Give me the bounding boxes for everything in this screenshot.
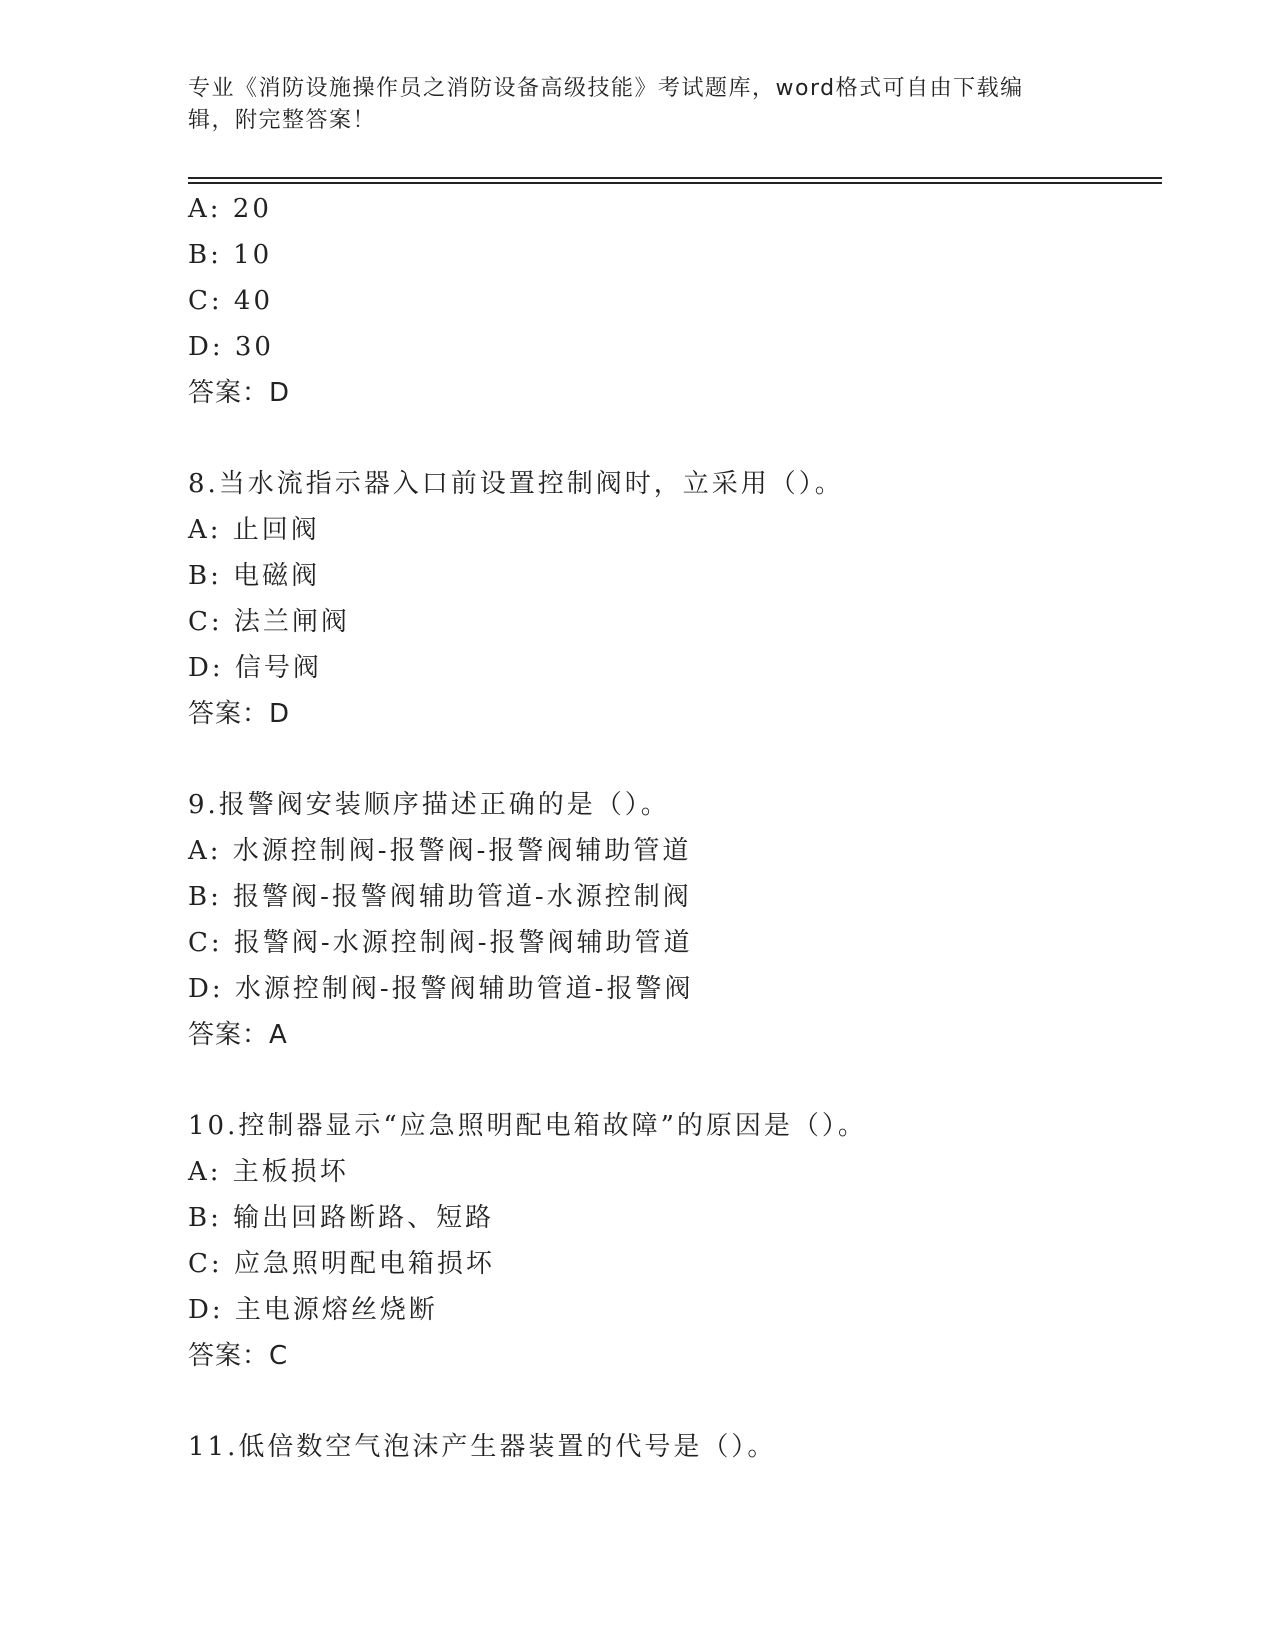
q10-option-c: C: 应急照明配电箱损坏 [188, 1249, 495, 1279]
document-header [188, 73, 1068, 137]
q10-option-a: A: 主板损坏 [188, 1157, 349, 1187]
q9-option-c: C: 报警阀-水源控制阀-报警阀辅助管道 [188, 928, 693, 958]
q10-option-d: D: 主电源熔丝烧断 [188, 1295, 438, 1325]
q7-option-d: D: 30 [188, 332, 274, 362]
q7-answer: 答案：D [188, 378, 291, 408]
q7-option-b: B: 10 [188, 240, 273, 270]
q7-option-a: A: 20 [188, 194, 272, 224]
q8-option-c: C: 法兰闸阀 [188, 607, 350, 637]
q9-option-d: D: 水源控制阀-报警阀辅助管道-报警阀 [188, 974, 694, 1004]
q9-answer: 答案：A [188, 1020, 288, 1050]
q10-answer: 答案：C [188, 1341, 289, 1371]
q7-option-c: C: 40 [188, 286, 274, 316]
q10-question: 10.控制器显示“应急照明配电箱故障”的原因是（）。 [188, 1111, 867, 1141]
q8-option-b: B: 电磁阀 [188, 561, 321, 591]
q9-option-a: A: 水源控制阀-报警阀-报警阀辅助管道 [188, 836, 692, 866]
q8-question: 8.当水流指示器入口前设置控制阀时，立采用（）。 [188, 469, 844, 499]
q10-option-b: B: 输出回路断路、短路 [188, 1203, 495, 1233]
header-divider-top [188, 177, 1162, 179]
q9-question: 9.报警阀安装顺序描述正确的是（）。 [188, 790, 670, 820]
q8-answer: 答案：D [188, 699, 291, 729]
q9-option-b: B: 报警阀-报警阀辅助管道-水源控制阀 [188, 882, 692, 912]
header-line-2: 辑，附完整答案！ [188, 108, 377, 133]
header-line-1: 专业《消防设施操作员之消防设备高级技能》考试题库，word格式可自由下载编 [188, 76, 1024, 101]
header-divider-bottom [188, 182, 1162, 184]
q11-question: 11.低倍数空气泡沫产生器装置的代号是（）。 [188, 1432, 777, 1462]
q8-option-d: D: 信号阀 [188, 653, 322, 683]
q8-option-a: A: 止回阀 [188, 515, 320, 545]
